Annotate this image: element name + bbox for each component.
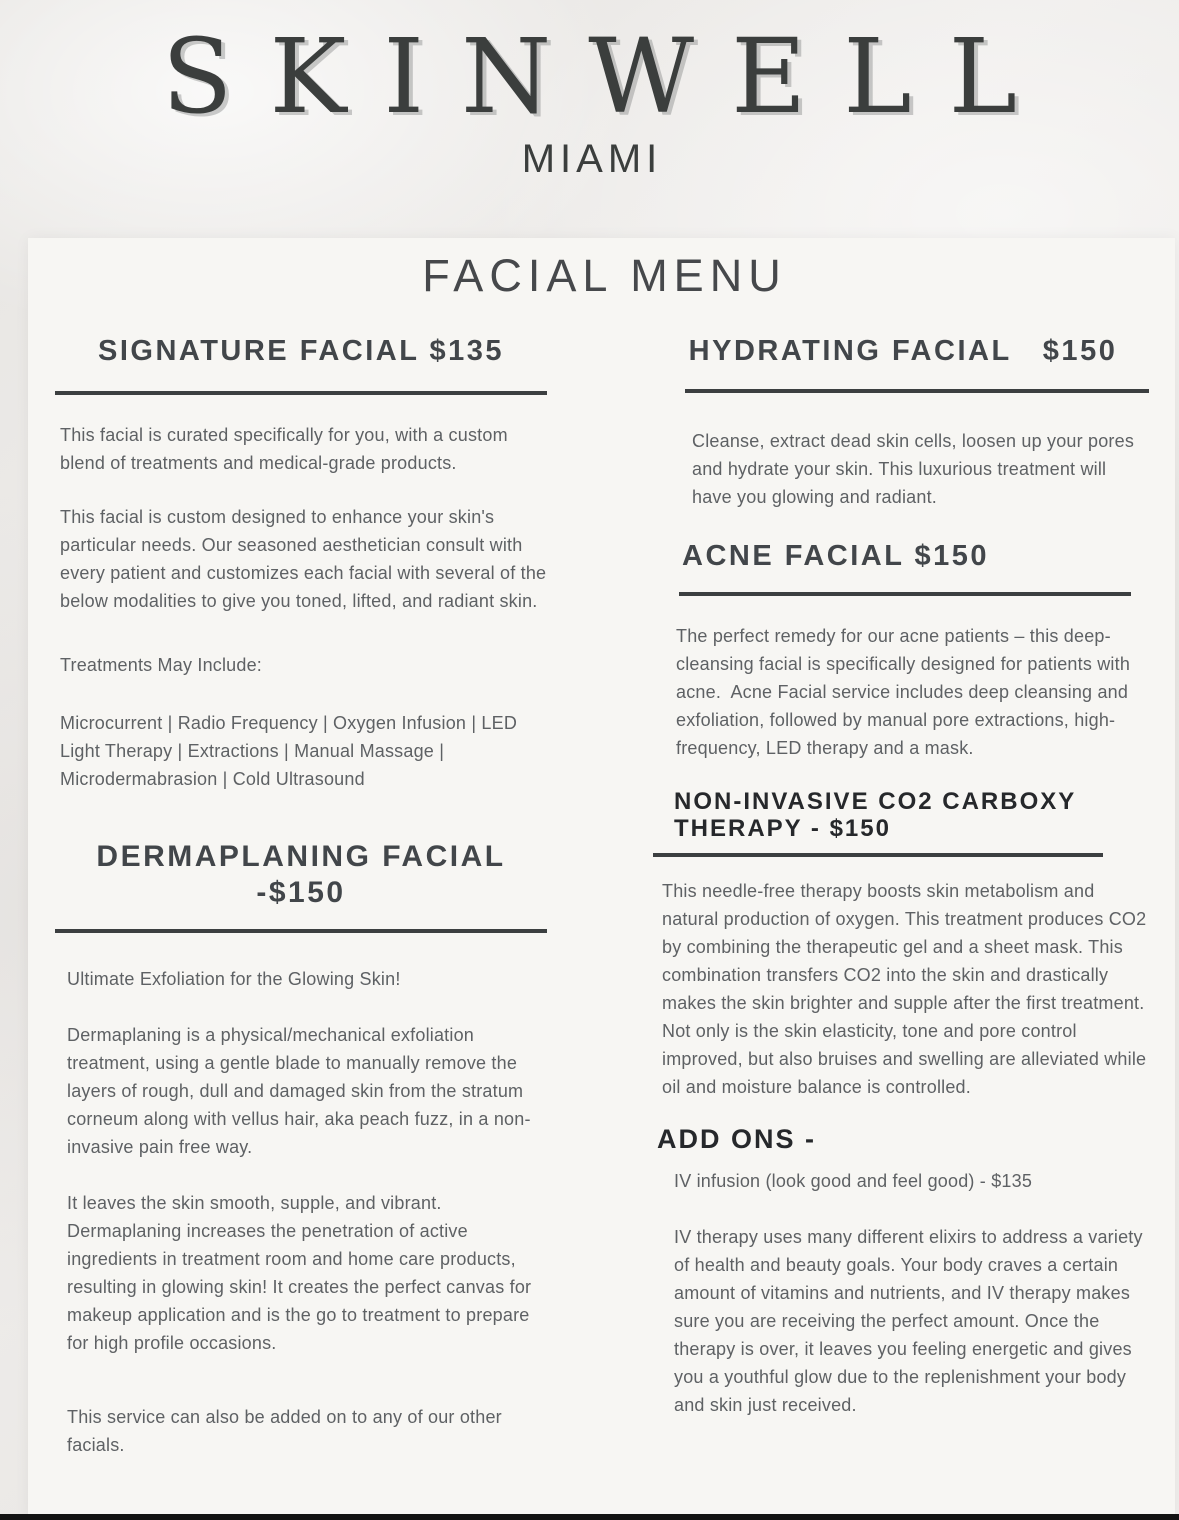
section-carboxy-therapy xyxy=(657,787,1155,1101)
hydrating-paragraph: Cleanse, extract dead skin cells, loosen up your pores and hydrate your skin. This luxurious treatment will have you glowing and radiant. xyxy=(692,430,1140,507)
carboxy-paragraph: This needle-free therapy boosts skin metabolism and natural production of oxygen. This treatment produces CO2 by combining the therapeutic gel and a sheet mask. This combination transfers CO2 into the skin and drastically makes the skin brighter and supple after the first treatment. Not only is the skin elasticity, tone and pore control improved, but also bruises and swelling are alleviated while oil and moisture balance is controlled. xyxy=(662,880,1155,1097)
dermaplaning-paragraph-2: It leaves the skin smooth, supple, and vibrant. Dermaplaning increases the penetration of active ingredients in treatment room and home care products, resulting in glowing skin! It creates the perfect canvas for makeup application and is the go to treatment to prepare for high profile occasions. xyxy=(67,1192,537,1353)
section-divider xyxy=(685,389,1149,393)
section-dermaplaning-facial xyxy=(55,839,547,1459)
add-ons-title: ADD ONS - xyxy=(657,1123,816,1154)
right-column xyxy=(657,308,1155,1459)
section-acne-facial xyxy=(657,539,1149,762)
signature-paragraph-2: This facial is custom designed to enhance your skin's particular needs. Our seasoned aesthetician consult with every patient and customizes each facial with several of the below modalities to give you toned, lifted, and radiant skin. xyxy=(60,506,552,611)
acne-facial-title: ACNE FACIAL $150 xyxy=(682,539,989,572)
section-divider xyxy=(55,391,547,395)
carboxy-therapy-title: NON-INVASIVE CO2 CARBOXY THERAPY - $150 xyxy=(674,787,1085,843)
brand-location: MIAMI xyxy=(521,137,663,181)
section-signature-facial xyxy=(55,334,552,793)
footer-bar xyxy=(0,1514,1179,1520)
dermaplaning-paragraph-1: Dermaplaning is a physical/mechanical exfoliation treatment, using a gentle blade to manually remove the layers of rough, dull and damaged skin from the stratum corneum along with vellus hair, aka peach fuzz, in a non-invasive pain free way. xyxy=(67,1024,531,1157)
menu-card xyxy=(28,238,1175,1520)
section-add-ons xyxy=(657,1123,1149,1419)
section-divider xyxy=(55,929,547,933)
signature-paragraph-1: This facial is curated specifically for you, with a custom blend of treatments and medical-grade products. xyxy=(60,424,513,473)
menu-title: FACIAL MENU xyxy=(422,250,787,301)
brand-header xyxy=(0,0,1179,182)
left-column xyxy=(55,308,552,1459)
acne-paragraph: The perfect remedy for our acne patients – this deep-cleansing facial is specifically designed for patients with acne. Acne Facial service includes deep cleansing and exfoliation, followed by manual pore extractions, high-frequency, LED therapy and a mask. xyxy=(676,625,1141,758)
dermaplaning-paragraph-3: This service can also be added on to any of our other facials. xyxy=(67,1406,508,1455)
signature-treatments-list: Microcurrent | Radio Frequency | Oxygen Infusion | LED Light Therapy | Extractions | Manual Massage | Microdermabrasion | Cold Ultrasound xyxy=(60,712,523,789)
signature-treatments-label: Treatments May Include: xyxy=(60,654,263,675)
menu-columns xyxy=(28,302,1175,1459)
hydrating-facial-title: HYDRATING FACIAL $150 xyxy=(688,335,1118,367)
dermaplaning-tagline: Ultimate Exfoliation for the Glowing Skin! xyxy=(67,968,401,989)
section-hydrating-facial xyxy=(657,334,1149,511)
section-divider xyxy=(679,592,1131,596)
dermaplaning-facial-title: DERMAPLANING FACIAL -$150 xyxy=(96,839,517,909)
signature-facial-title: SIGNATURE FACIAL $135 xyxy=(98,335,504,367)
section-divider xyxy=(653,853,1103,857)
brand-logo: SKINWELL xyxy=(161,17,1055,137)
add-ons-paragraph: IV therapy uses many different elixirs to address a variety of health and beauty goals. Your body craves a certain amount of vitamins and nutrients, and IV therapy makes sure you are receiving the perfect amount. Once the therapy is over, it leaves you feeling energetic and gives you a youthful glow due to the replenishment your body and skin just received. xyxy=(674,1227,1148,1416)
add-ons-item-iv-infusion: IV infusion (look good and feel good) - $135 xyxy=(674,1171,1033,1192)
